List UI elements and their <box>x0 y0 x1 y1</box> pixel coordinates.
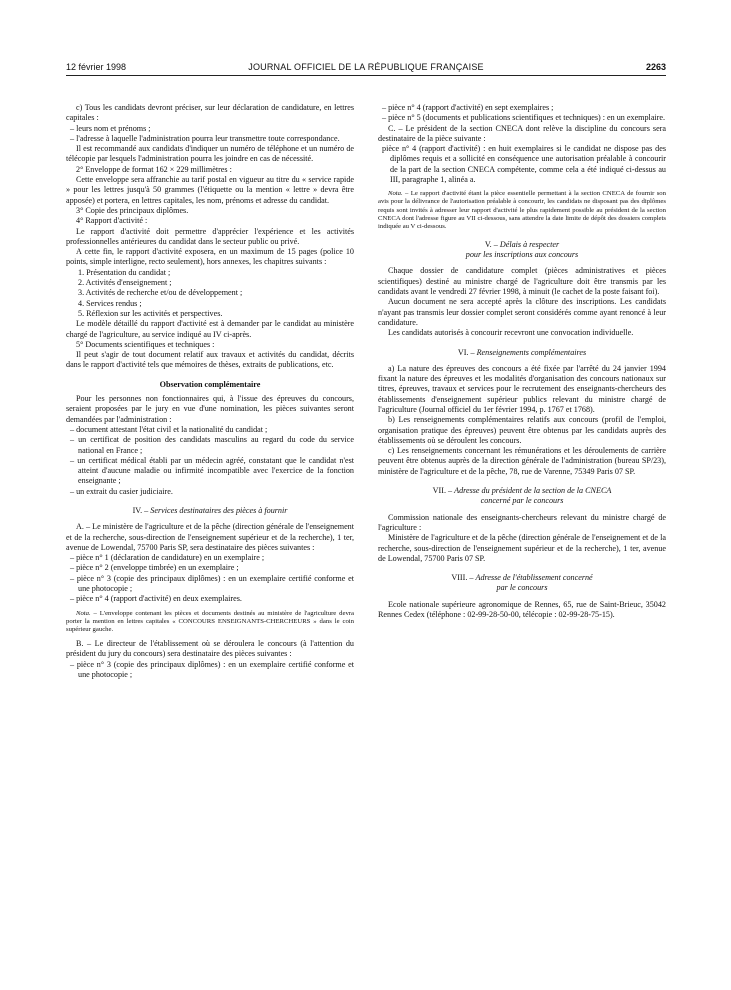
section-heading <box>378 486 666 507</box>
list-item: – leurs nom et prénoms ; <box>70 123 151 133</box>
section-heading <box>66 506 354 516</box>
list-item: – pièce n° 3 (copie des principaux diplômes) : en un exemplaire certifié conforme et une photocopie ; <box>70 573 354 594</box>
paragraph: Aucun document ne sera accepté après la clôture des inscriptions. Les candidats n'ayant pas transmis leur dossier complet seront considérés comme ayant renoncé à leur candidature. <box>378 297 666 327</box>
list-item: – un certificat de position des candidats masculins au regard du code du service national en France ; <box>70 435 354 455</box>
section-title: Adresse de l'établissement concerné <box>475 573 593 583</box>
section-title: Délais à respecter <box>499 239 560 249</box>
section-heading <box>378 348 666 358</box>
paragraph: Les candidats autorisés à concourir recevront une convocation individuelle. <box>388 328 634 338</box>
list-item: – pièce n° 2 (enveloppe timbrée) en un exemplaire ; <box>70 563 239 573</box>
paragraph: 4° Rapport d'activité : <box>76 216 148 226</box>
list-item: – un extrait du casier judiciaire. <box>70 486 173 496</box>
note-label: Nota. <box>76 609 91 617</box>
paragraph: Pour les personnes non fonctionnaires qui, à l'issue des épreuves du concours, seraient proposées par le jury en vue d'une nomination, les pièces suivantes seront demandées par l'administration : <box>66 394 354 424</box>
paragraph: 2° Enveloppe de format 162 × 229 millimètres : <box>76 164 232 174</box>
list-item: – l'adresse à laquelle l'administration pourra leur transmettre toute correspondance. <box>70 133 340 143</box>
list-item: – pièce n° 5 (documents et publications scientifiques et techniques) : en un exemplaire. <box>382 113 666 123</box>
paragraph: Ecole nationale supérieure agronomique de Rennes, 65, rue de Saint-Brieuc, 35042 Rennes Cedex (téléphone : 02-99-28-50-00, télécopie : 02-99-28-75-15). <box>378 599 666 620</box>
list-item: pièce n° 4 (rapport d'activité) : en huit exemplaires si le candidat ne dispose pas des diplômes requis et a sollicité en conséquence une autorisation préalable à concourir de la part de la section CNECA compétente, comme cela a été indiqué ci-dessus au III, paragraphe 1, alinéa a. <box>382 144 666 185</box>
journal-title: JOURNAL OFFICIEL DE LA RÉPUBLIQUE FRANÇAISE <box>248 62 484 72</box>
chapter-item: 1. Présentation du candidat ; <box>78 267 171 277</box>
note <box>378 190 666 230</box>
section-title: pour les inscriptions aux concours <box>465 250 579 260</box>
paragraph: B. – Le directeur de l'établissement où se déroulera le concours (à l'attention du président du jury du concours) sera destinataire des pièces suivantes : <box>66 638 354 659</box>
paragraph: Il peut s'agir de tout document relatif aux travaux et activités du candidat, décrits dans le rapport d'activité tels que mémoires de thèses, extraits de publications, etc. <box>66 350 354 370</box>
paragraph: Cette enveloppe sera affranchie au tarif postal en vigueur au titre du « service rapide » pour les lettres jusqu'à 50 grammes (l'étiquette ou la mention « lettre » devra être apposée) et portera, en lettres capitales, les nom, prénoms et adresse du candidat. <box>66 175 354 205</box>
chapter-item: 2. Activités d'enseignement ; <box>78 278 172 288</box>
observation-heading: Observation complémentaire <box>159 379 261 389</box>
section-number: IV. – <box>132 505 151 515</box>
paragraph: A cette fin, le rapport d'activité exposera, en un maximum de 15 pages (police 10 points, simple interligne, recto seulement), hors annexes, les chapitres suivants : <box>66 247 354 267</box>
section-number: VI. – <box>457 347 477 357</box>
paragraph: Il est recommandé aux candidats d'indiquer un numéro de téléphone et un numéro de télécopie par lesquels l'administration pourra les joindre en cas de nécessité. <box>66 144 354 164</box>
chapter-item: 5. Réflexion sur les activités et perspectives. <box>78 308 223 318</box>
section-number: VII. – <box>432 486 455 496</box>
section-title: Renseignements complémentaires <box>476 347 587 357</box>
paragraph: 3° Copie des principaux diplômes. <box>76 205 189 215</box>
paragraph: c) Tous les candidats devront préciser, sur leur déclaration de candidature, en lettres capitales : <box>66 103 354 123</box>
list-item: – pièce n° 4 (rapport d'activité) en deux exemplaires. <box>70 594 242 604</box>
note-text: – Le rapport d'activité étant la pièce essentielle permettant à la section CNECA de fournir son avis pour la délivrance de l'autorisation préalable à concourir, les candidats ne disposant pas des diplômes requis sont invités à adresser leur rapport d'activité le plus rapidement possible au président de la section CNECA dont l'adresse figure au VII ci-dessous, sans attendre la date limite de dépôt des dossiers complets indiquée au V ci-dessous. <box>378 190 666 230</box>
section-title: Adresse du président de la section de la CNECA <box>454 486 612 496</box>
paragraph: a) La nature des épreuves des concours a été fixée par l'arrêté du 24 janvier 1994 fixant la nature des épreuves et les modalités d'organisation des concours nationaux sur titres, épreuves, travaux et services pour le recrutement des enseignants-chercheurs des établissements d'enseignement supérieur publics relevant du ministre chargé de l'agriculture (Journal officiel du 1er février 1994, p. 1767 et 1768). <box>378 363 666 414</box>
paragraph: c) Les renseignements concernant les rémunérations et les déroulements de carrière peuvent être obtenus auprès de la direction générale de l'administration (bureau SP/23), ministère de l'agriculture et de la pêche, 78, rue de Varenne, 75349 Paris 07 SP. <box>378 446 666 476</box>
paragraph: C. – Le président de la section CNECA dont relève la discipline du concours sera destinataire de la pièce suivante : <box>378 123 666 143</box>
list-item: – un certificat médical établi par un médecin agréé, constatant que le candidat n'est atteint d'aucune maladie ou infirmité incompatible avec l'exercice de la fonction enseignante ; <box>70 455 354 486</box>
section-title: concerné par le concours <box>480 496 564 506</box>
chapter-item: 3. Activités de recherche et/ou de développement ; <box>78 288 243 298</box>
header-rule <box>66 75 666 76</box>
issue-date: 12 février 1998 <box>66 62 127 72</box>
list-item: – document attestant l'état civil et la nationalité du candidat ; <box>70 424 268 434</box>
section-heading <box>378 240 666 261</box>
paragraph: Chaque dossier de candidature complet (pièces administratives et pièces scientifiques) destiné au ministre chargé de l'agriculture doit être transmis par les candidats avant le vendredi 27 février 1998, à minuit (le cachet de la poste faisant foi). <box>378 266 666 297</box>
section-number: V. – <box>484 239 500 249</box>
section-number: VIII. – <box>451 573 476 583</box>
section-heading <box>378 573 666 594</box>
paragraph: 5° Documents scientifiques et techniques : <box>76 339 215 349</box>
paragraph: Ministère de l'agriculture et de la pêche (direction générale de l'enseignement et de la recherche, sous-direction de l'enseignement supérieur et de la recherche), 1 ter, avenue de Lowendal, 75700 Paris 07 SP. <box>378 533 666 563</box>
list-item: – pièce n° 3 (copie des principaux diplômes) : en un exemplaire certifié conforme et une photocopie ; <box>70 659 354 679</box>
chapter-item: 4. Services rendus ; <box>78 298 142 308</box>
page-number: 2263 <box>645 62 666 72</box>
left-column <box>66 103 354 680</box>
paragraph: A. – Le ministère de l'agriculture et de la pêche (direction générale de l'enseignement et de la recherche, sous-direction de l'enseignement supérieur et de la recherche), 1 ter, avenue de Lowendal, 75700 Paris SP, sera destinataire des pièces suivantes : <box>66 522 354 552</box>
list-item: – pièce n° 4 (rapport d'activité) en sept exemplaires ; <box>382 103 554 112</box>
page-header <box>66 62 666 76</box>
section-title: par le concours <box>496 583 548 593</box>
right-column <box>378 103 666 620</box>
paragraph: b) Les renseignements complémentaires relatifs aux concours (profil de l'emploi, organisation pratique des épreuves) peuvent être obtenus par les candidats auprès des établissements où se déroulent les concours. <box>378 415 666 445</box>
note-text: – L'enveloppe contenant les pièces et documents destinés au ministère de l'agriculture devra porter la mention en lettres capitales « CONCOURS ENSEIGNANTS-CHERCHEURS » dans le coin supérieur gauche. <box>66 609 354 633</box>
section-title: Services destinataires des pièces à fournir <box>150 505 288 515</box>
paragraph: Le rapport d'activité doit permettre d'apprécier l'expérience et les activités professionnelles antérieures du candidat dans le secteur public ou privé. <box>66 226 354 246</box>
note <box>66 610 354 634</box>
note-label: Nota. <box>388 190 403 198</box>
list-item: – pièce n° 1 (déclaration de candidature) en un exemplaire ; <box>70 553 265 563</box>
paragraph: Le modèle détaillé du rapport d'activité est à demander par le candidat au ministère chargé de l'agriculture, au service indiqué au IV ci-après. <box>66 319 354 339</box>
paragraph: Commission nationale des enseignants-chercheurs relevant du ministre chargé de l'agriculture : <box>378 512 666 532</box>
